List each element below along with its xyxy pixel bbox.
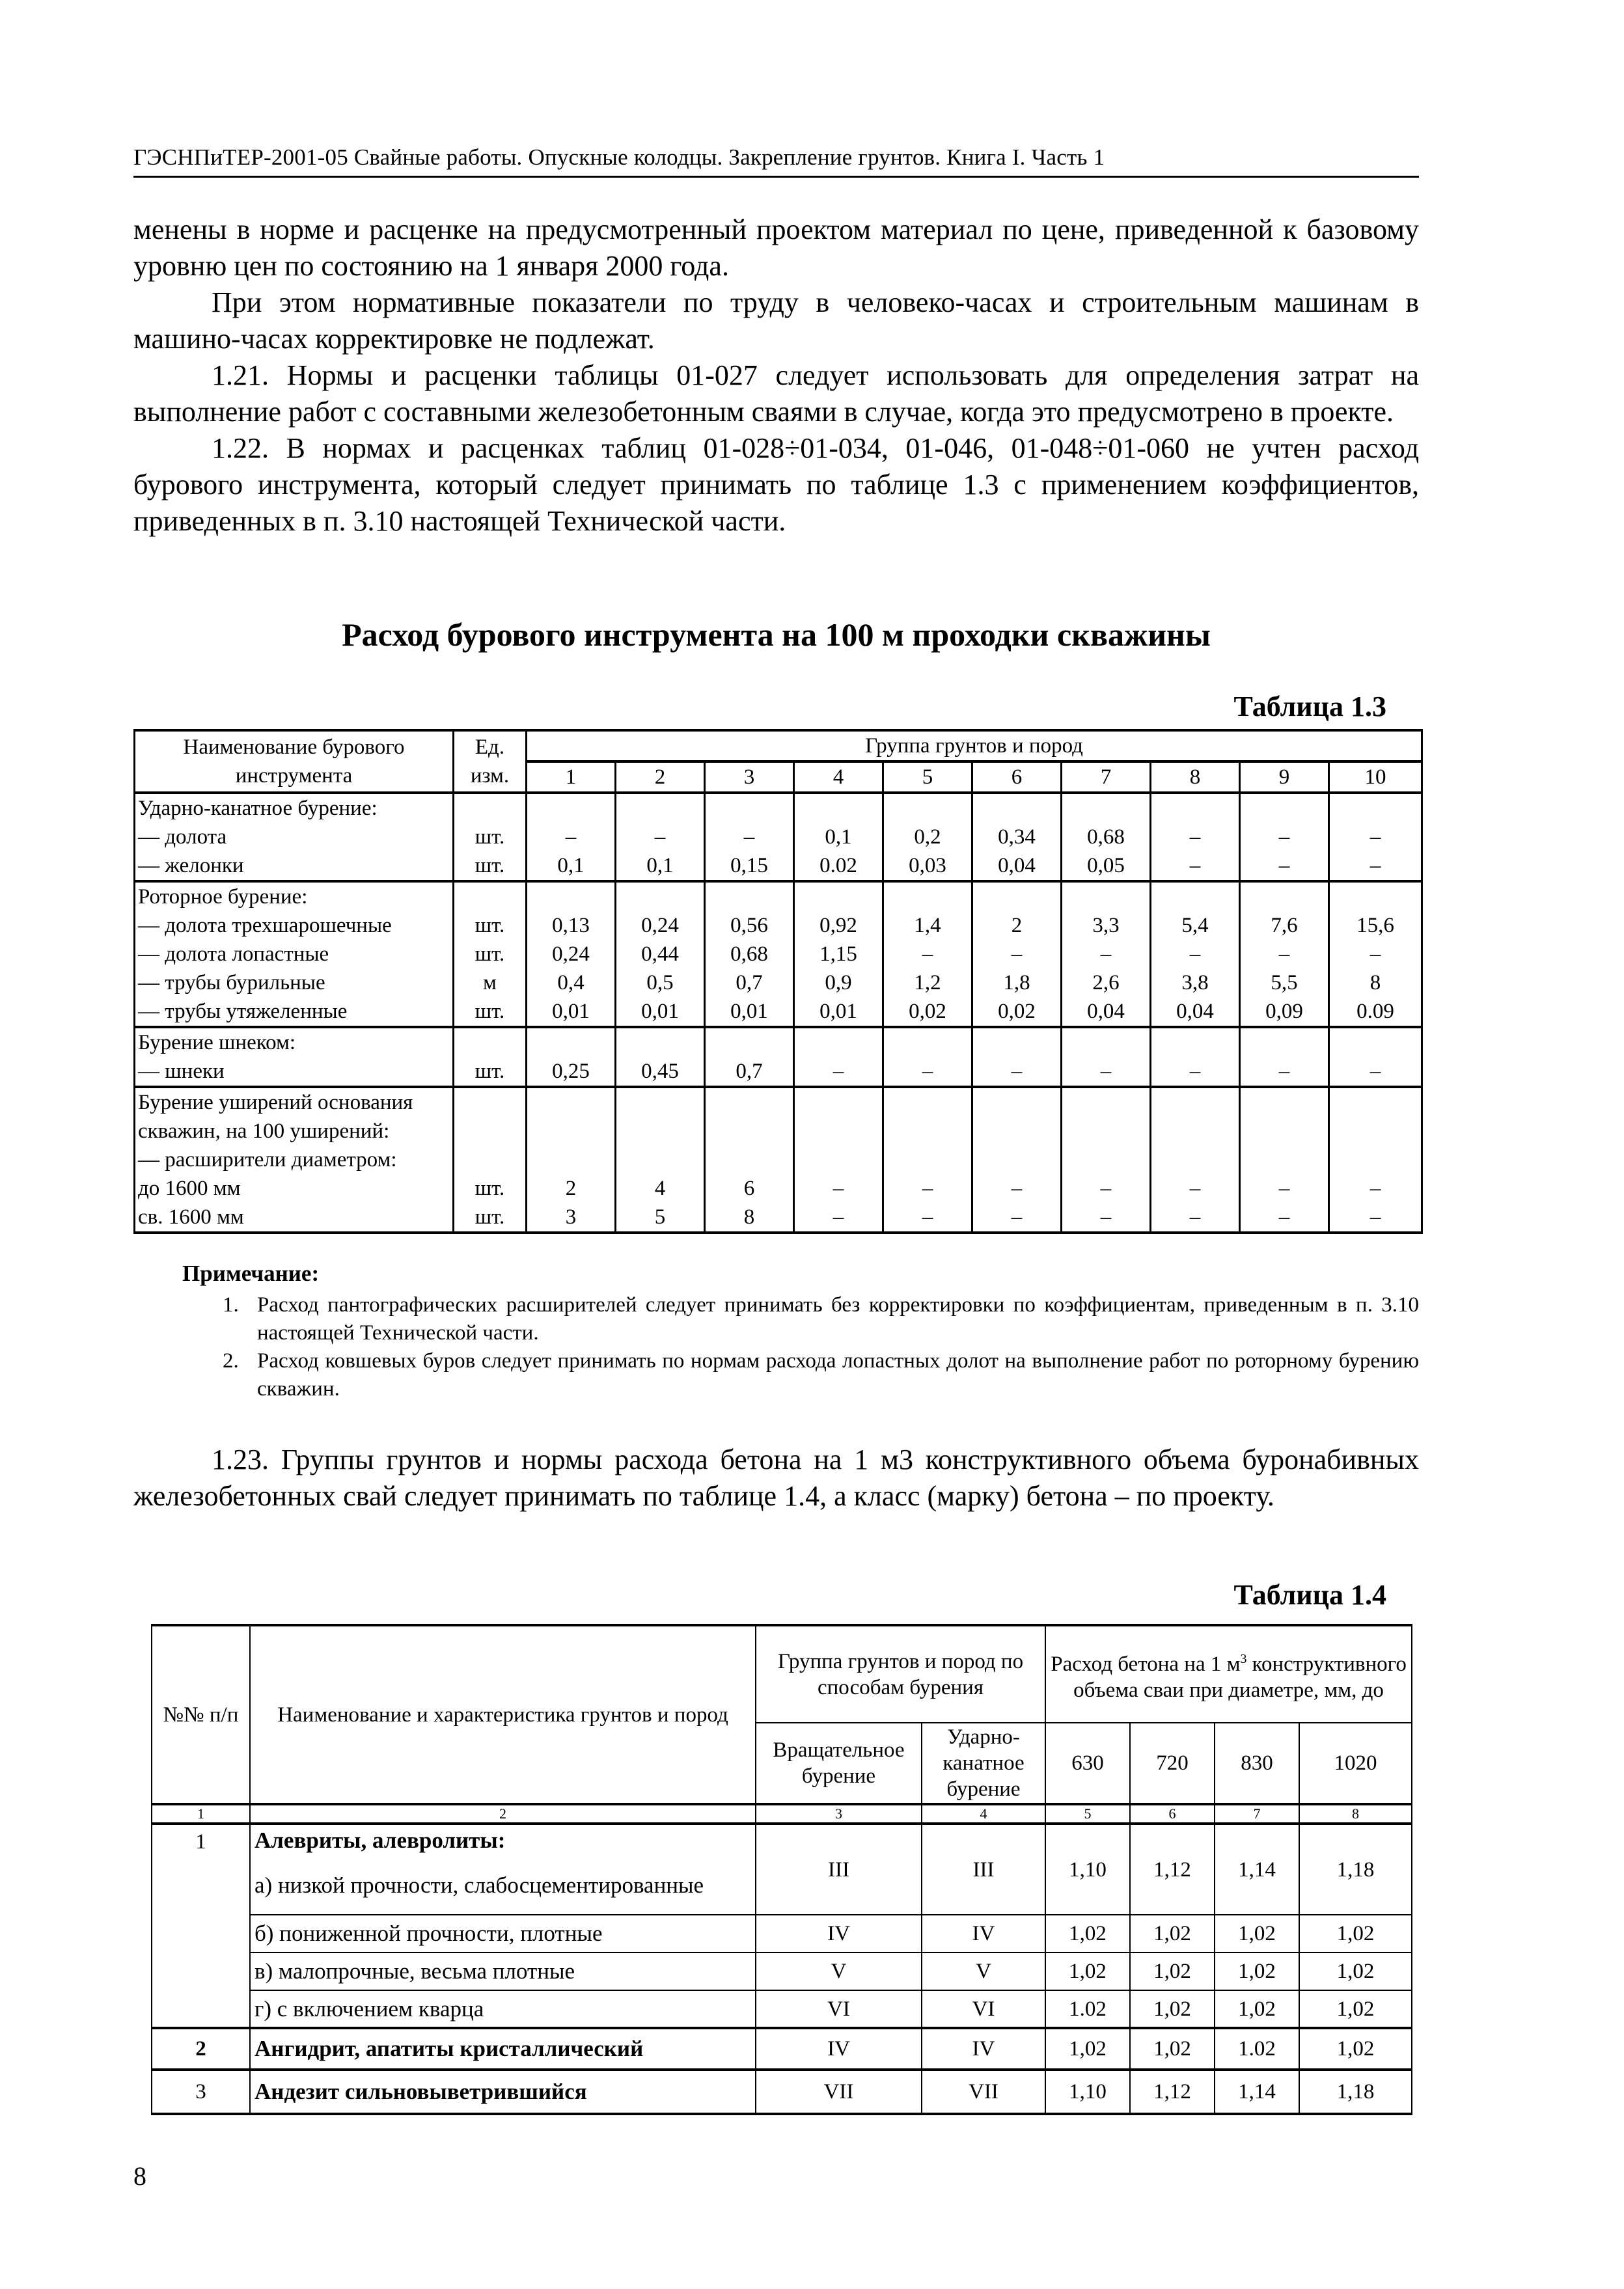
cell-value [794, 793, 883, 823]
row-unit: шт. [454, 1203, 527, 1233]
column-number: 4 [922, 1804, 1045, 1824]
cell-value [1329, 1027, 1422, 1057]
cell-value: – [794, 1174, 883, 1203]
cell-percussion: V [922, 1953, 1045, 1990]
row-name: — долота трехшарошечные [135, 911, 454, 940]
cell-value: 1,02 [1215, 1915, 1299, 1953]
cell-value [705, 1027, 794, 1057]
header-group-col: 4 [794, 761, 883, 793]
cell-value [1240, 1145, 1329, 1174]
cell-value: 0,7 [705, 968, 794, 997]
cell-value: 0,09 [1240, 997, 1329, 1027]
cell-value [1062, 1117, 1151, 1145]
cell-value [1329, 1087, 1422, 1117]
cell-value [1240, 1087, 1329, 1117]
header-concrete-text: Расход бетона на 1 м [1051, 1652, 1241, 1676]
cell-value [705, 881, 794, 911]
table-1-4 [151, 1624, 1412, 2115]
cell-value [883, 1145, 972, 1174]
cell-value: 6 [705, 1174, 794, 1203]
cell-value: 0,04 [1151, 997, 1240, 1027]
cell-value: 1,8 [972, 968, 1062, 997]
cell-value: 0,13 [527, 911, 616, 940]
row-name: до 1600 мм [135, 1174, 454, 1203]
cell-value: 0,44 [616, 940, 705, 968]
cell-value [794, 1027, 883, 1057]
cell-value [972, 1145, 1062, 1174]
cell-value: – [1062, 1174, 1151, 1203]
cell-value: – [1329, 1174, 1422, 1203]
column-number: 3 [756, 1804, 922, 1824]
cell-value [1062, 1145, 1151, 1174]
cell-value: – [1151, 851, 1240, 881]
cell-value: – [972, 1057, 1062, 1087]
page-number: 8 [133, 2161, 146, 2191]
cell-percussion: VI [922, 1990, 1045, 2028]
cell-value: – [1151, 1174, 1240, 1203]
cell-value: 3 [527, 1203, 616, 1233]
cell-value: – [705, 823, 794, 851]
cell-value: 0,24 [527, 940, 616, 968]
cell-value [1240, 793, 1329, 823]
row-unit: шт. [454, 911, 527, 940]
cell-value [527, 1145, 616, 1174]
notes-title: Примечание: [182, 1261, 320, 1286]
cell-value: – [1329, 823, 1422, 851]
cell-value: 3,3 [1062, 911, 1151, 940]
cell-value [616, 1027, 705, 1057]
table-row [135, 851, 1422, 881]
paragraph: При этом нормативные показатели по труду в человеко-часах и строительным машинам в машино-часах корректировке не подлежат. [133, 286, 1419, 355]
cell-value [527, 1027, 616, 1057]
cell-value: 1,02 [1299, 1953, 1412, 1990]
cell-value [616, 1087, 705, 1117]
cell-value: 15,6 [1329, 911, 1422, 940]
cell-value: 0,9 [794, 968, 883, 997]
cell-value: 3,8 [1151, 968, 1240, 997]
header-group-col: 7 [1062, 761, 1151, 793]
cell-value: – [1329, 1057, 1422, 1087]
cell-value: 1,15 [794, 940, 883, 968]
row-unit: шт. [454, 940, 527, 968]
cell-value: – [1151, 1057, 1240, 1087]
cell-value [883, 1087, 972, 1117]
column-number: 6 [1130, 1804, 1215, 1824]
table-row [135, 1145, 1422, 1174]
cell-value: 1,02 [1045, 1915, 1130, 1953]
row-unit: м [454, 968, 527, 997]
cell-value [1240, 881, 1329, 911]
cell-value: – [1240, 1057, 1329, 1087]
cell-value: – [883, 1057, 972, 1087]
header-group: Группа грунтов и пород по способам бурения [756, 1625, 1045, 1723]
cell-value: – [1240, 1174, 1329, 1203]
table-row [135, 881, 1422, 911]
cell-percussion: IV [922, 2028, 1045, 2070]
cell-value: 1,02 [1299, 2028, 1412, 2070]
cell-value [1240, 1117, 1329, 1145]
cell-value: 0,4 [527, 968, 616, 997]
table-1-4-label: Таблица 1.4 [1233, 1579, 1386, 1611]
row-name: — расширители диаметром: [135, 1145, 454, 1174]
cell-value: – [1240, 1203, 1329, 1233]
cell-value: 1,02 [1045, 2028, 1130, 2070]
row-name: Алевриты, алевролиты: [250, 1824, 756, 1856]
cell-value: 1,02 [1130, 2028, 1215, 2070]
row-unit [454, 1117, 527, 1145]
cell-value: 0,7 [705, 1057, 794, 1087]
row-unit [454, 793, 527, 823]
cell-value [794, 1087, 883, 1117]
cell-value [1062, 881, 1151, 911]
paragraph-1-23: 1.23. Группы грунтов и нормы расхода бетона на 1 м3 конструктивного объема буронабивных железобетонных свай следует принимать по таблице 1.4, а класс (марку) бетона – по проекту. [133, 1444, 1419, 1512]
paragraph-1-21: 1.21. Нормы и расценки таблицы 01-027 следует использовать для определения затрат на выполнение работ с составными железобетонным сваями в случае, когда это предусмотрено в проекте. [133, 359, 1419, 428]
cell-value [1151, 1145, 1240, 1174]
column-number: 8 [1299, 1804, 1412, 1824]
cell-value: 1,02 [1299, 1990, 1412, 2028]
cell-value: – [616, 823, 705, 851]
table-row [135, 1027, 1422, 1057]
header-d630: 630 [1045, 1723, 1130, 1804]
header-name [135, 730, 454, 793]
cell-value: 1,18 [1299, 1824, 1412, 1915]
cell-value: – [1240, 823, 1329, 851]
header-concrete [1045, 1625, 1412, 1723]
cell-value [616, 793, 705, 823]
cell-value [1151, 1117, 1240, 1145]
header-num: №№ п/п [152, 1625, 250, 1804]
cell-value: – [1329, 1203, 1422, 1233]
cell-percussion: IV [922, 1915, 1045, 1953]
cell-value: 1,10 [1045, 2070, 1130, 2114]
intro-text [133, 212, 1419, 540]
row-name: Роторное бурение: [135, 881, 454, 911]
cell-value: – [883, 1203, 972, 1233]
cell-value [705, 1117, 794, 1145]
row-name: в) малопрочные, весьма плотные [250, 1953, 756, 1990]
table-row [135, 793, 1422, 823]
cell-value [794, 1117, 883, 1145]
cell-value: 1,14 [1215, 1824, 1299, 1915]
cell-value: – [1062, 1203, 1151, 1233]
cell-value [883, 881, 972, 911]
cell-value: 0,1 [616, 851, 705, 881]
cell-value: 1,18 [1299, 2070, 1412, 2114]
header-group-col: 3 [705, 761, 794, 793]
header-group-col: 9 [1240, 761, 1329, 793]
header-unit [454, 730, 527, 793]
cell-value: 1,02 [1130, 1915, 1215, 1953]
header-group: Группа грунтов и пород [527, 730, 1422, 761]
cell-rotary: IV [756, 2028, 922, 2070]
row-name: Ударно-канатное бурение: [135, 793, 454, 823]
cell-value: – [883, 940, 972, 968]
cell-value: 0,05 [1062, 851, 1151, 881]
header-name-line2: инструмента [235, 764, 353, 788]
cell-value [705, 1087, 794, 1117]
table-row [135, 911, 1422, 940]
cell-value: 0,1 [527, 851, 616, 881]
superscript: 3 [1240, 1651, 1247, 1666]
cell-value: 0,01 [527, 997, 616, 1027]
cell-rotary: IV [756, 1915, 922, 1953]
cell-percussion: III [922, 1824, 1045, 1915]
cell-value [794, 1145, 883, 1174]
cell-value [1062, 1087, 1151, 1117]
cell-value [1329, 1117, 1422, 1145]
table-row [135, 1057, 1422, 1087]
row-unit [454, 1027, 527, 1057]
cell-value: – [972, 1174, 1062, 1203]
cell-value: 0,04 [972, 851, 1062, 881]
cell-value [972, 1117, 1062, 1145]
cell-percussion: VII [922, 2070, 1045, 2114]
table-row [135, 823, 1422, 851]
column-number: 7 [1215, 1804, 1299, 1824]
cell-value [705, 793, 794, 823]
column-number: 2 [250, 1804, 756, 1824]
row-unit: шт. [454, 851, 527, 881]
cell-value: 0,01 [616, 997, 705, 1027]
cell-value: 4 [616, 1174, 705, 1203]
cell-value: 2 [972, 911, 1062, 940]
notes [182, 1259, 1419, 1403]
header-d830: 830 [1215, 1723, 1299, 1804]
cell-value [1151, 1027, 1240, 1057]
running-header: ГЭСНПиТЕР-2001-05 Свайные работы. Опускные колодцы. Закрепление грунтов. Книга I. Часть 1 [133, 144, 1419, 178]
cell-value [527, 793, 616, 823]
cell-value: 1,12 [1130, 2070, 1215, 2114]
table-row [135, 1117, 1422, 1145]
cell-value: – [1151, 823, 1240, 851]
cell-value [1329, 793, 1422, 823]
cell-value: 5 [616, 1203, 705, 1233]
cell-value: 1,10 [1045, 1824, 1130, 1915]
header-name-line1: Наименование бурового [183, 735, 405, 759]
cell-value [794, 881, 883, 911]
cell-value: 8 [705, 1203, 794, 1233]
note-item: 2. Расход ковшевых буров следует принимать по нормам расхода лопастных долот на выполнение работ по роторному бурению скважин. [244, 1347, 1419, 1403]
row-name: б) пониженной прочности, плотные [250, 1915, 756, 1953]
table-row [135, 997, 1422, 1027]
cell-value: 0,04 [1062, 997, 1151, 1027]
header-concrete-text-2: конструктивного объема сваи при диаметре, мм, до [1073, 1652, 1407, 1702]
header-unit-line2: изм. [470, 764, 510, 788]
cell-value: 0,45 [616, 1057, 705, 1087]
cell-value [1151, 793, 1240, 823]
header-group-col: 10 [1329, 761, 1422, 793]
cell-value: 0.02 [794, 851, 883, 881]
cell-value: – [1329, 940, 1422, 968]
table-row [135, 940, 1422, 968]
row-name: Ангидрит, апатиты кристаллический [250, 2028, 756, 2070]
header-rotary: Вращательное бурение [756, 1723, 922, 1804]
cell-value: – [1151, 940, 1240, 968]
cell-value: 7,6 [1240, 911, 1329, 940]
cell-value: 0,15 [705, 851, 794, 881]
cell-value [527, 1117, 616, 1145]
cell-value: 0,34 [972, 823, 1062, 851]
cell-value: 0,01 [794, 997, 883, 1027]
cell-value [972, 881, 1062, 911]
cell-value: – [972, 940, 1062, 968]
header-group-col: 8 [1151, 761, 1240, 793]
cell-value [1151, 1087, 1240, 1117]
header-group-col: 5 [883, 761, 972, 793]
header-group-col: 6 [972, 761, 1062, 793]
row-name: — трубы бурильные [135, 968, 454, 997]
cell-value: – [1240, 851, 1329, 881]
cell-value: 0,5 [616, 968, 705, 997]
row-num: 3 [152, 2070, 250, 2114]
row-name: Бурение уширений основания [135, 1087, 454, 1117]
cell-value [883, 1027, 972, 1057]
header-d1020: 1020 [1299, 1723, 1412, 1804]
header-d720: 720 [1130, 1723, 1215, 1804]
cell-value: – [883, 1174, 972, 1203]
cell-value: 0.09 [1329, 997, 1422, 1027]
cell-value: 0,56 [705, 911, 794, 940]
cell-value [972, 1027, 1062, 1057]
cell-value: 5,5 [1240, 968, 1329, 997]
column-number: 1 [152, 1804, 250, 1824]
cell-value: 0,01 [705, 997, 794, 1027]
cell-value: 1,02 [1299, 1915, 1412, 1953]
row-name: — трубы утяжеленные [135, 997, 454, 1027]
table-1-3-label: Таблица 1.3 [1233, 691, 1386, 722]
cell-value: 1,12 [1130, 1824, 1215, 1915]
cell-value: – [972, 1203, 1062, 1233]
row-name: г) с включением кварца [250, 1990, 756, 2028]
row-name: Бурение шнеком: [135, 1027, 454, 1057]
cell-value: 2 [527, 1174, 616, 1203]
cell-value: – [1329, 851, 1422, 881]
row-unit: шт. [454, 823, 527, 851]
row-num: 1 [152, 1824, 250, 2028]
row-unit: шт. [454, 1174, 527, 1203]
header-group-col: 1 [527, 761, 616, 793]
cell-value: 5,4 [1151, 911, 1240, 940]
table-row [135, 1087, 1422, 1117]
cell-value: – [794, 1203, 883, 1233]
cell-value: 1.02 [1215, 2028, 1299, 2070]
table-1-3 [133, 729, 1423, 1234]
cell-value [616, 1117, 705, 1145]
cell-value: 0,68 [705, 940, 794, 968]
column-number: 5 [1045, 1804, 1130, 1824]
row-name: — шнеки [135, 1057, 454, 1087]
cell-value: 0,24 [616, 911, 705, 940]
cell-rotary: III [756, 1824, 922, 1915]
row-name: — долота лопастные [135, 940, 454, 968]
row-unit [454, 881, 527, 911]
cell-value [616, 1145, 705, 1174]
header-name: Наименование и характеристика грунтов и пород [250, 1625, 756, 1804]
cell-value [616, 881, 705, 911]
cell-value: 2,6 [1062, 968, 1151, 997]
cell-value: 0,92 [794, 911, 883, 940]
cell-value: – [794, 1057, 883, 1087]
row-unit: шт. [454, 1057, 527, 1087]
table-row [135, 1174, 1422, 1203]
cell-value: 1,02 [1045, 1953, 1130, 1990]
cell-value: – [527, 823, 616, 851]
cell-value [972, 793, 1062, 823]
cell-value: – [1062, 1057, 1151, 1087]
cell-value: – [1151, 1203, 1240, 1233]
cell-value [883, 1117, 972, 1145]
cell-value [1240, 1027, 1329, 1057]
cell-value: 1,14 [1215, 2070, 1299, 2114]
row-name: Андезит сильновыветрившийся [250, 2070, 756, 2114]
cell-value: 1,02 [1215, 1990, 1299, 2028]
cell-rotary: V [756, 1953, 922, 1990]
row-unit [454, 1087, 527, 1117]
cell-value [1151, 881, 1240, 911]
cell-value: – [1062, 940, 1151, 968]
table-1-3-title: Расход бурового инструмента на 100 м проходки скважины [342, 616, 1211, 653]
row-name: а) низкой прочности, слабосцементированные [250, 1856, 756, 1915]
cell-value [1329, 1145, 1422, 1174]
cell-rotary: VI [756, 1990, 922, 2028]
cell-value: 8 [1329, 968, 1422, 997]
row-unit [454, 1145, 527, 1174]
cell-value: 0,03 [883, 851, 972, 881]
cell-value: 1.02 [1045, 1990, 1130, 2028]
cell-value [527, 881, 616, 911]
cell-value: – [1240, 940, 1329, 968]
header-unit-line1: Ед. [475, 735, 505, 759]
row-name: — долота [135, 823, 454, 851]
row-unit: шт. [454, 997, 527, 1027]
paragraph-1-22: 1.22. В нормах и расценках таблиц 01-028÷01-034, 01-046, 01-048÷01-060 не учтен расход бурового инструмента, который следует принимать по таблице 1.3 с применением коэффициентов, приведенных в п. 3.10 настоящей Технической части. [133, 432, 1419, 537]
note-item: 1. Расход пантографических расширителей следует принимать без корректировки по коэффициентам, приведенным в п. 3.10 настоящей Технической части. [244, 1291, 1419, 1347]
paragraph-continuation: менены в норме и расценке на предусмотренный проектом материал по цене, приведенной к базовому уровню цен по состоянию на 1 января 2000 года. [133, 213, 1419, 282]
cell-value: 0,1 [794, 823, 883, 851]
header-percussion: Ударно-канатное бурение [922, 1723, 1045, 1804]
table-row [135, 1203, 1422, 1233]
cell-value: 0,02 [972, 997, 1062, 1027]
cell-rotary: VII [756, 2070, 922, 2114]
cell-value: 0,25 [527, 1057, 616, 1087]
header-group-col: 2 [616, 761, 705, 793]
row-name: св. 1600 мм [135, 1203, 454, 1233]
cell-value [527, 1087, 616, 1117]
cell-value [1062, 793, 1151, 823]
cell-value [1062, 1027, 1151, 1057]
cell-value [705, 1145, 794, 1174]
table-row [135, 968, 1422, 997]
cell-value: 1,02 [1130, 1990, 1215, 2028]
row-num: 2 [152, 2028, 250, 2070]
row-name: скважин, на 100 уширений: [135, 1117, 454, 1145]
cell-value [972, 1087, 1062, 1117]
cell-value: 1,02 [1215, 1953, 1299, 1990]
cell-value: 1,4 [883, 911, 972, 940]
cell-value [1329, 881, 1422, 911]
cell-value: 1,02 [1130, 1953, 1215, 1990]
row-name: — желонки [135, 851, 454, 881]
cell-value: 0,68 [1062, 823, 1151, 851]
cell-value: 1,2 [883, 968, 972, 997]
cell-value: 0,2 [883, 823, 972, 851]
cell-value [883, 793, 972, 823]
cell-value: 0,02 [883, 997, 972, 1027]
